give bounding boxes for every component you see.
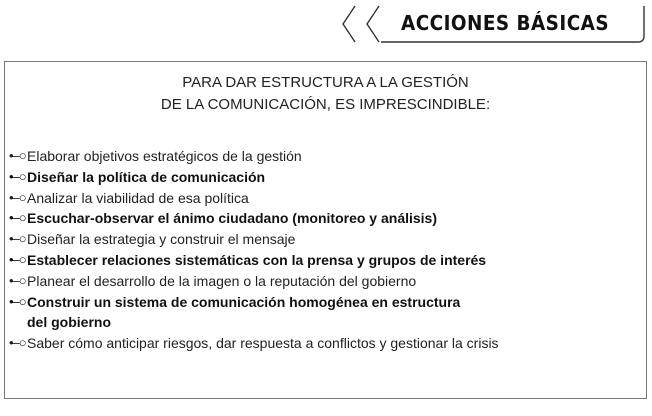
list-item [9, 292, 499, 334]
bullet-marker-icon: •–○ [9, 251, 26, 267]
intro-line-2: DE LA COMUNICACIÓN, ES IMPRESCINDIBLE: [160, 96, 491, 113]
list-item [9, 146, 499, 167]
list-item [9, 271, 499, 292]
bullet-marker-icon: •–○ [9, 210, 26, 226]
list-item-text: Diseñar la estrategia y construir el mensaje [27, 231, 296, 248]
list-item-text: Analizar la viabilidad de esa política [27, 189, 249, 206]
actions-list [9, 146, 499, 354]
list-item [9, 188, 499, 209]
bullet-marker-icon: •–○ [9, 272, 26, 288]
list-item-text-line-1: Construir un sistema de comunicación homogénea en estructura [27, 293, 461, 310]
list-item-text [27, 292, 460, 334]
list-item [9, 208, 499, 229]
list-item-text-line-2: del gobierno [27, 314, 111, 331]
list-item [9, 333, 499, 354]
intro-line-1: PARA DAR ESTRUCTURA A LA GESTIÓN [182, 74, 469, 91]
list-item-text: Diseñar la política de comunicación [27, 168, 266, 185]
list-item-text: Planear el desarrollo de la imagen o la reputación del gobierno [27, 272, 417, 289]
list-item-text: Establecer relaciones sistemáticas con la prensa y grupos de interés [27, 251, 487, 268]
bullet-marker-icon: •–○ [9, 189, 26, 205]
intro-heading [5, 72, 646, 116]
list-item [9, 167, 499, 188]
list-item-text: Escuchar-observar el ánimo ciudadano (monitoreo y análisis) [27, 210, 438, 227]
bullet-marker-icon: •–○ [9, 148, 26, 163]
header-tab [341, 4, 646, 44]
list-item-text: Elaborar objetivos estratégicos de la gestión [27, 148, 302, 164]
bullet-marker-icon: •–○ [9, 335, 26, 351]
list-item-text: Saber cómo anticipar riesgos, dar respuesta a conflictos y gestionar la crisis [27, 335, 499, 352]
list-item [9, 250, 499, 271]
bullet-marker-icon: •–○ [9, 293, 26, 309]
content-panel [4, 61, 647, 399]
page-title: ACCIONES BÁSICAS [401, 11, 610, 35]
bullet-marker-icon: •–○ [9, 231, 26, 247]
list-item [9, 229, 499, 250]
bullet-marker-icon: •–○ [9, 168, 26, 184]
